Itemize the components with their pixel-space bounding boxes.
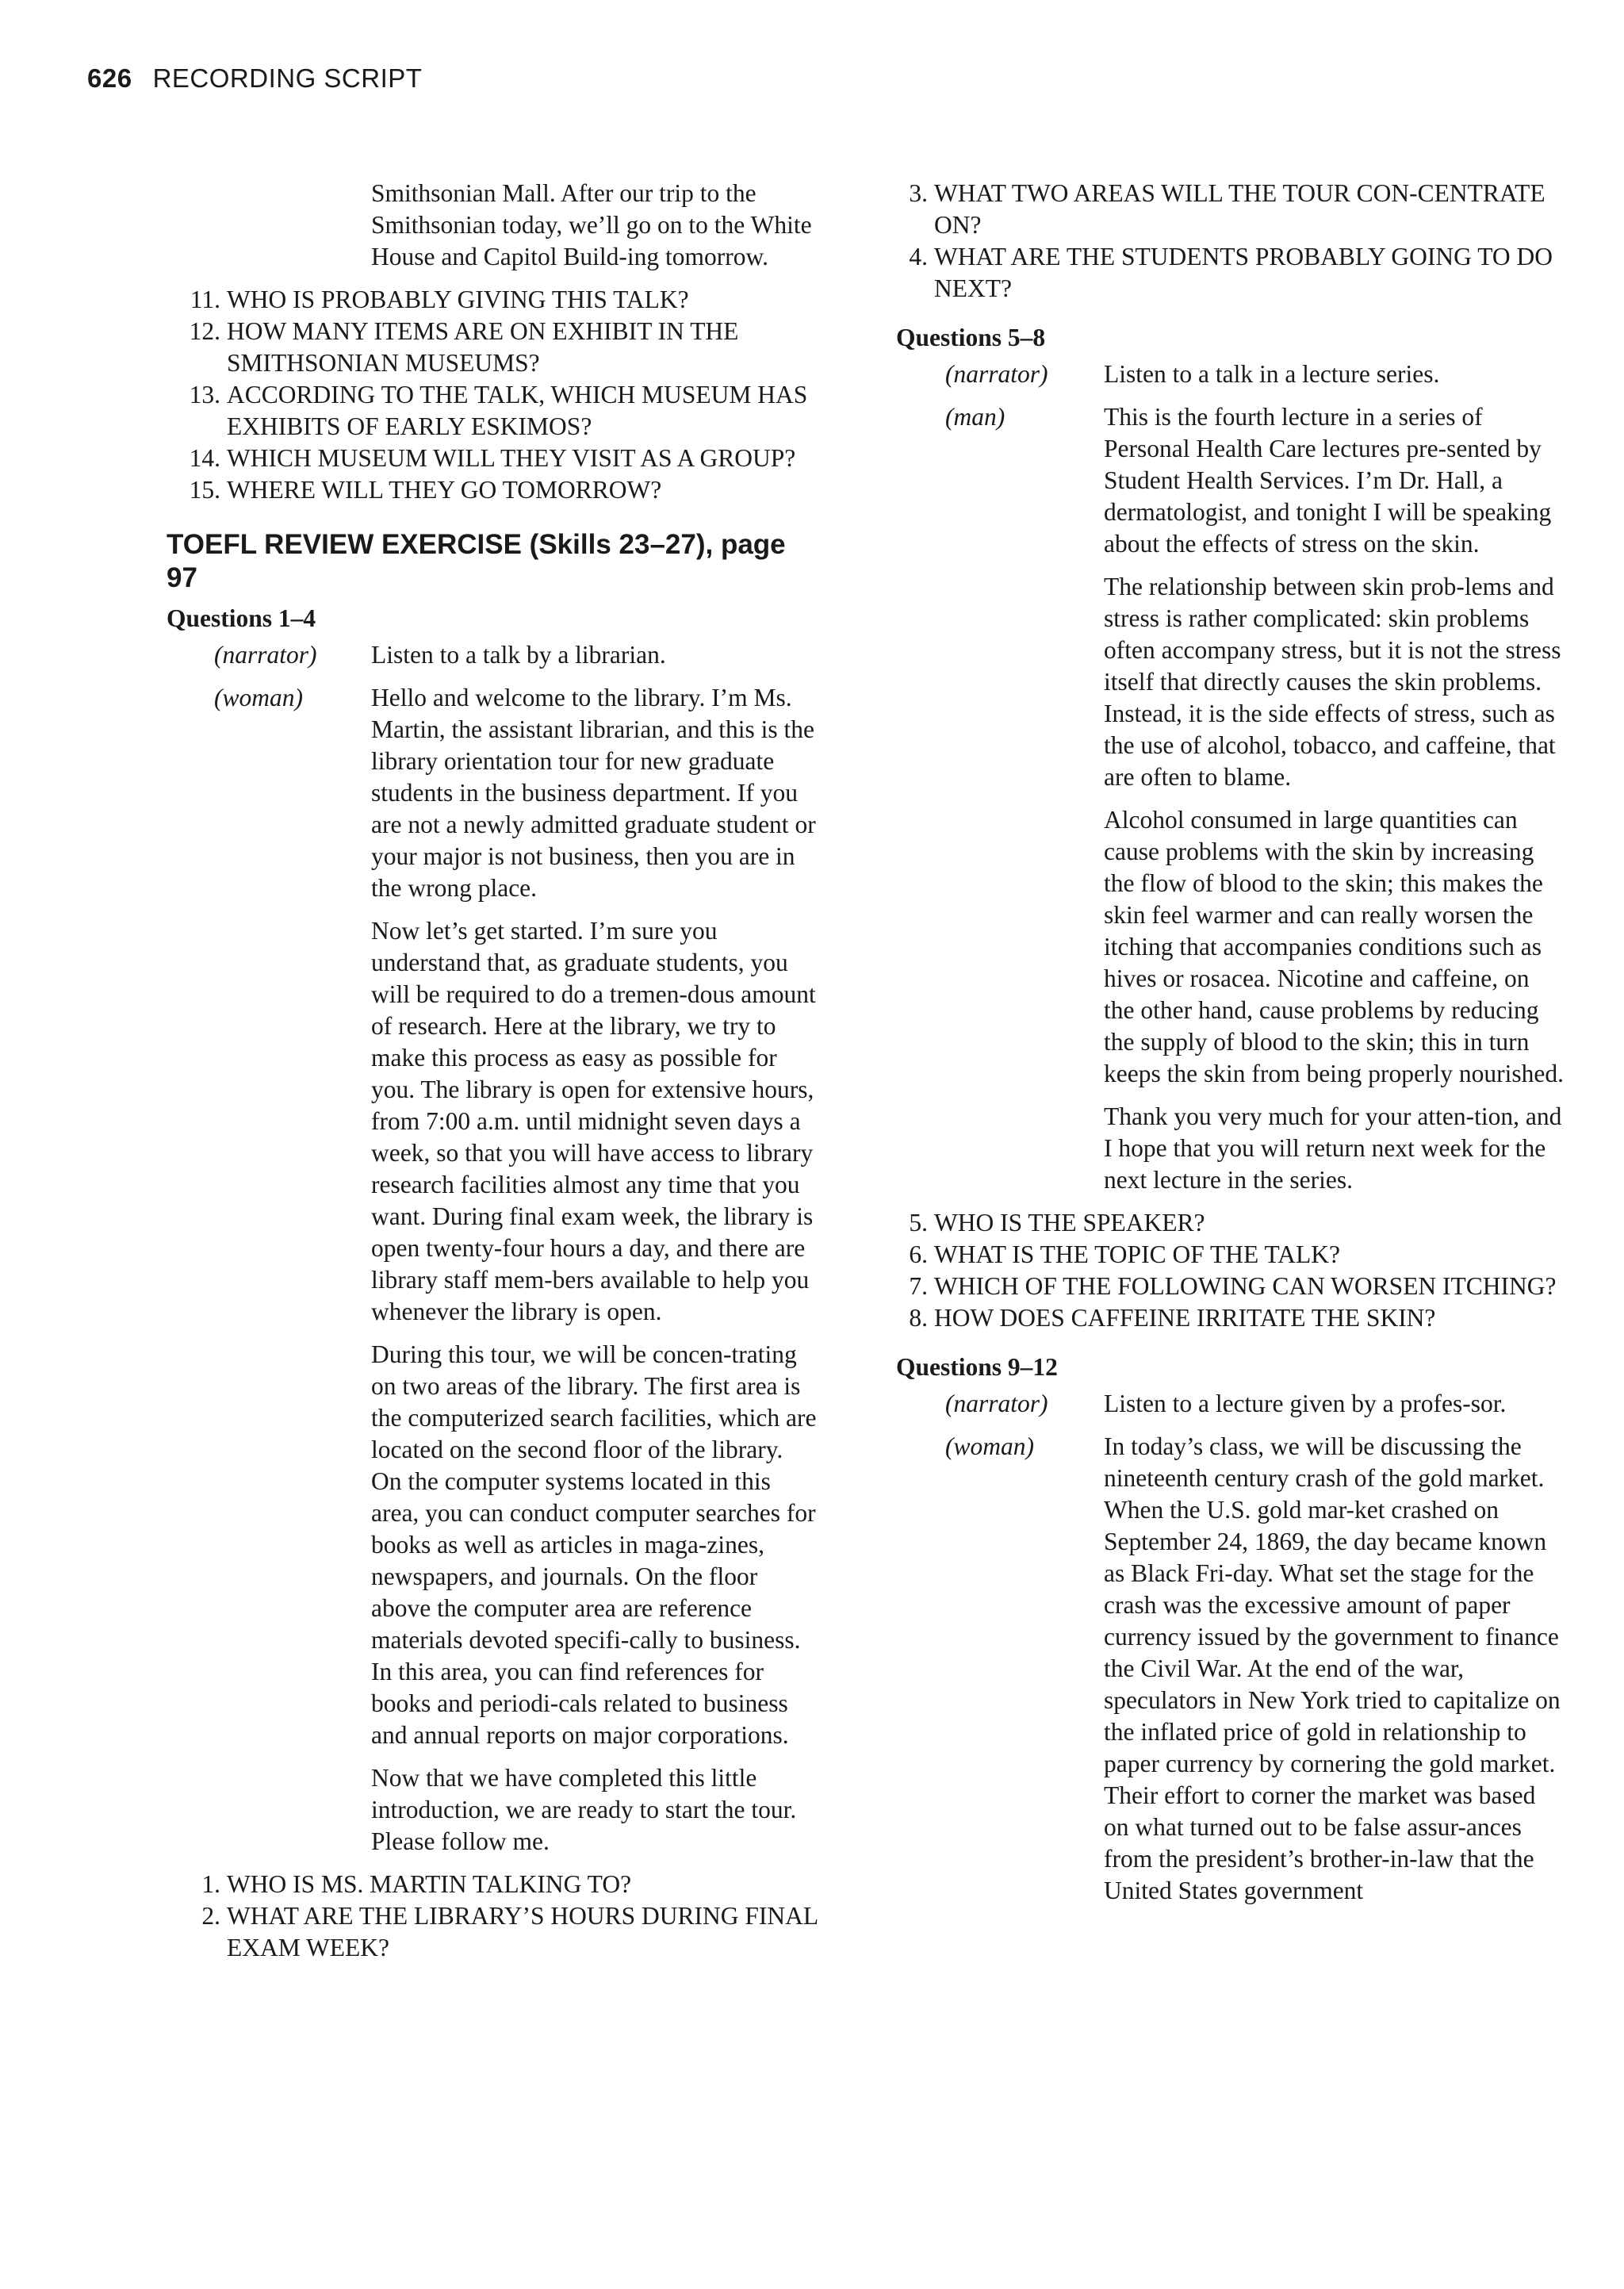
narrator-block xyxy=(896,1388,1578,1420)
question-list-5-8 xyxy=(896,1207,1578,1334)
script-paragraph: Now let’s get started. I’m sure you understand that, as graduate students, you will be required to do a tremen-dous amount of research. Here at the library, we try to make this process as easy as possible for you. The library is open for extensive hours, from 7:00 a.m. until midnight seven days a week, so that you will have access to library research facilities almost any time that you want. During final exam week, the library is open twenty-four hours a day, and there are library staff mem-bers available to help you whenever the library is open. xyxy=(371,917,816,1325)
question-list-1-2 xyxy=(189,1869,848,1964)
narrator-block xyxy=(896,358,1578,390)
question-item: 5. WHO IS THE SPEAKER? xyxy=(909,1209,1205,1237)
questions-5-8-heading: Questions 5–8 xyxy=(896,324,1046,351)
questions-9-12-heading: Questions 9–12 xyxy=(896,1353,1058,1381)
speaker-text: Listen to a talk in a lecture series. xyxy=(1104,360,1440,388)
speaker-text: Listen to a talk by a librarian. xyxy=(371,641,666,669)
question-item: 6. WHAT IS THE TOPIC OF THE TALK? xyxy=(909,1240,1340,1268)
script-paragraph: Thank you very much for your atten-tion, and I hope that you will return next week for the next lecture in the series. xyxy=(1104,1102,1562,1194)
speaker-label: (narrator) xyxy=(945,360,1048,388)
speaker-label: (narrator) xyxy=(214,641,317,669)
question-item: 11. WHO IS PROBABLY GIVING THIS TALK? xyxy=(190,286,689,313)
speaker-label: (woman) xyxy=(945,1432,1034,1460)
section-title: TOEFL REVIEW EXERCISE (Skills 23–27), page 97 xyxy=(167,529,786,593)
question-item: 1. WHO IS MS. MARTIN TALKING TO? xyxy=(201,1870,632,1898)
question-item: 12. HOW MANY ITEMS ARE ON EXHIBIT IN THE SMITHSONIAN MUSEUMS? xyxy=(189,317,739,377)
question-item: 8. HOW DOES CAFFEINE IRRITATE THE SKIN? xyxy=(909,1304,1436,1332)
question-item: 2. WHAT ARE THE LIBRARY’S HOURS DURING FINAL EXAM WEEK? xyxy=(201,1902,818,1961)
right-column xyxy=(896,178,1578,1918)
speaker-text: Listen to a lecture given by a profes-sor. xyxy=(1104,1390,1507,1417)
page-header xyxy=(87,63,422,94)
script-paragraph: Alcohol consumed in large quantities can cause problems with the skin by increasing the flow of blood to the skin; this makes the skin feel warmer and can really worsen the itching that accompanies conditions such as hives or rosacea. Nicotine and caffeine, on the other hand, cause problems by reducing the supply of blood to the skin; this in turn keeps the skin from being properly nourished. xyxy=(1104,806,1564,1087)
question-item: 13. ACCORDING TO THE TALK, WHICH MUSEUM HAS EXHIBITS OF EARLY ESKIMOS? xyxy=(189,381,808,440)
man-block xyxy=(896,401,1578,1196)
question-list-11-15 xyxy=(189,284,848,506)
page-number: 626 xyxy=(87,63,132,93)
question-item: 7. WHICH OF THE FOLLOWING CAN WORSEN ITCHING? xyxy=(909,1272,1557,1300)
question-item: 4. WHAT ARE THE STUDENTS PROBABLY GOING TO DO NEXT? xyxy=(909,243,1553,302)
left-column xyxy=(167,178,848,1964)
speaker-label: (woman) xyxy=(214,684,303,711)
woman-block xyxy=(167,682,848,1858)
running-title: RECORDING SCRIPT xyxy=(152,63,423,93)
woman-block xyxy=(896,1431,1578,1907)
question-item: 15. WHERE WILL THEY GO TOMORROW? xyxy=(189,476,662,504)
speaker-label: (narrator) xyxy=(945,1390,1048,1417)
script-paragraph: In today’s class, we will be discussing the nineteenth century crash of the gold market. When the U.S. gold mar-ket crashed on September 24, 1869, the day became known as Black Fri-day. What set the stage for the crash was the excessive amount of paper currency issued by the government to finance the Civil War. At the end of the war, speculators in New York tried to capitalize on the inflated price of gold in relationship to paper currency by cornering the gold market. Their effort to corner the market was based on what turned out to be false assur-ances from the president’s brother-in-law that the United States government xyxy=(1104,1432,1561,1904)
script-paragraph: Now that we have completed this little introduction, we are ready to start the tour. Please follow me. xyxy=(371,1764,797,1855)
question-list-3-4 xyxy=(896,178,1578,305)
question-item: 14. WHICH MUSEUM WILL THEY VISIT AS A GROUP? xyxy=(189,444,796,472)
questions-1-4-heading: Questions 1–4 xyxy=(167,604,316,632)
speaker-label: (man) xyxy=(945,403,1005,431)
question-item: 3. WHAT TWO AREAS WILL THE TOUR CON-CENTRATE ON? xyxy=(909,179,1545,239)
narrator-block xyxy=(167,639,848,671)
script-paragraph: Hello and welcome to the library. I’m Ms. Martin, the assistant librarian, and this is the library orientation tour for new graduate students in the business department. If you are not a newly admitted graduate student or your major is not business, then you are in the wrong place. xyxy=(371,684,816,902)
script-paragraph: The relationship between skin prob-lems and stress is rather complicated: skin problems often accompany stress, but it is not the stress itself that directly causes the skin problems. Instead, it is the side effects of stress, such as the use of alcohol, tobacco, and caffeine, that are often to blame. xyxy=(1104,573,1561,791)
continued-paragraph: Smithsonian Mall. After our trip to the Smithsonian today, we’ll go on to the White House and Capitol Build-ing tomorrow. xyxy=(371,179,812,270)
script-paragraph: This is the fourth lecture in a series of Personal Health Care lectures pre-sented by Student Health Services. I’m Dr. Hall, a dermatologist, and tonight I will be speaking about the effects of stress on the skin. xyxy=(1104,403,1552,558)
script-paragraph: During this tour, we will be concen-trating on two areas of the library. The first area is the computerized search facilities, which are located on the second floor of the library. On the computer systems located in this area, you can conduct computer searches for books as well as articles in maga-zines, newspapers, and journals. On the floor above the computer area are reference materials devoted specifi-cally to business. In this area, you can find references for books and periodi-cals related to business and annual reports on major corporations. xyxy=(371,1340,817,1749)
